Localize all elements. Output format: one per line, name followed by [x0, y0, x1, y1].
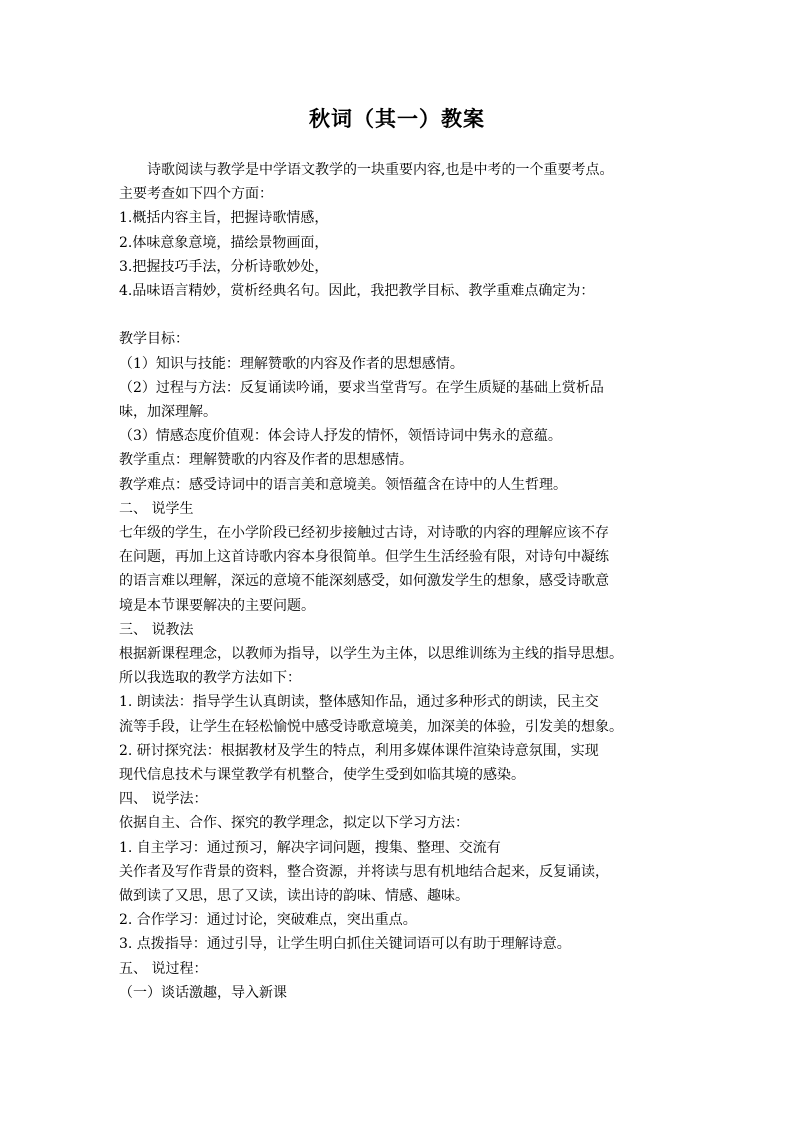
list-item: 2. 研讨探究法：根据教材及学生的特点，利用多媒体课件渲染诗意氛围，实现	[119, 742, 599, 759]
blank-line	[119, 303, 679, 327]
paragraph-line: 在问题，再加上这首诗歌内容本身很简单。但学生生活经验有限，对诗句中凝练	[119, 549, 609, 566]
paragraph-line: 七年级的学生，在小学阶段已经初步接触过古诗，对诗歌的内容的理解应该不存	[119, 525, 609, 542]
paragraph-line: 主要考查如下四个方面：	[119, 186, 273, 203]
paragraph-line: 的语言难以理解，深远的意境不能深刻感受，如何激发学生的想象，感受诗歌意	[119, 573, 609, 590]
list-item: 1. 朗读法：指导学生认真朗读，整体感知作品，通过多种形式的朗读，民主交	[119, 694, 599, 711]
paragraph-line: 关作者及写作背景的资料，整合资源，并将读与思有机地结合起来，反复诵读，	[119, 863, 609, 880]
list-item: （2）过程与方法：反复诵读吟诵，要求当堂背写。在学生质疑的基础上赏析品	[119, 379, 604, 396]
paragraph-line: 做到读了又思，思了又读，读出诗的韵味、情感、趣味。	[119, 888, 469, 905]
section-heading: 三、 说教法	[119, 621, 194, 638]
list-item: 4.品味语言精妙，赏析经典名句。因此，我把教学目标、教学重难点确定为：	[119, 283, 595, 300]
paragraph-line: 教学难点：感受诗词中的语言美和意境美。领悟蕴含在诗中的人生哲理。	[119, 476, 567, 493]
list-item: 2.体味意象意境，描绘景物画面，	[119, 234, 329, 251]
paragraph-line: 依据自主、合作、探究的教学理念，拟定以下学习方法：	[119, 815, 469, 832]
paragraph-line: 所以我选取的教学方法如下：	[119, 670, 301, 687]
section-heading: 教学目标：	[119, 331, 189, 348]
list-item: （1）知识与技能：理解赞歌的内容及作者的思想感情。	[119, 355, 464, 372]
section-heading: 四、 说学法：	[119, 791, 208, 808]
list-item: （一）谈话激趣，导入新课	[119, 984, 287, 1001]
section-heading: 二、 说学生	[119, 500, 194, 517]
section-heading: 五、 说过程：	[119, 960, 208, 977]
list-item: 3. 点拨指导：通过引导，让学生明白抓住关键词语可以有助于理解诗意。	[119, 936, 571, 953]
list-item: 1.概括内容主旨，把握诗歌情感，	[119, 210, 329, 227]
list-item: 1. 自主学习：通过预习，解决字词问题，搜集、整理、交流有	[119, 839, 501, 856]
paragraph-line: 境是本节课要解决的主要问题。	[119, 597, 315, 614]
list-item: 3.把握技巧手法，分析诗歌妙处，	[119, 258, 329, 275]
paragraph-line: 根据新课程理念，以教师为指导，以学生为主体，以思维训练为主线的指导思想。	[119, 646, 623, 663]
document-body	[119, 158, 679, 1005]
paragraph-line: 现代信息技术与课堂教学有机整合，使学生受到如临其境的感染。	[119, 767, 525, 784]
paragraph-line: 诗歌阅读与教学是中学语文教学的一块重要内容,也是中考的一个重要考点。	[147, 162, 614, 178]
paragraph-line: 味，加深理解。	[119, 404, 217, 421]
list-item: （3）情感态度价值观：体会诗人抒发的情怀，领悟诗词中隽永的意蕴。	[119, 428, 562, 445]
paragraph-line: 教学重点：理解赞歌的内容及作者的思想感情。	[119, 452, 413, 469]
list-item: 2. 合作学习：通过讨论，突破难点，突出重点。	[119, 912, 417, 929]
paragraph-line: 流等手段，让学生在轻松愉悦中感受诗歌意境美，加深美的体验，引发美的想象。	[119, 718, 623, 735]
document-title: 秋词（其一）教案	[309, 106, 485, 131]
